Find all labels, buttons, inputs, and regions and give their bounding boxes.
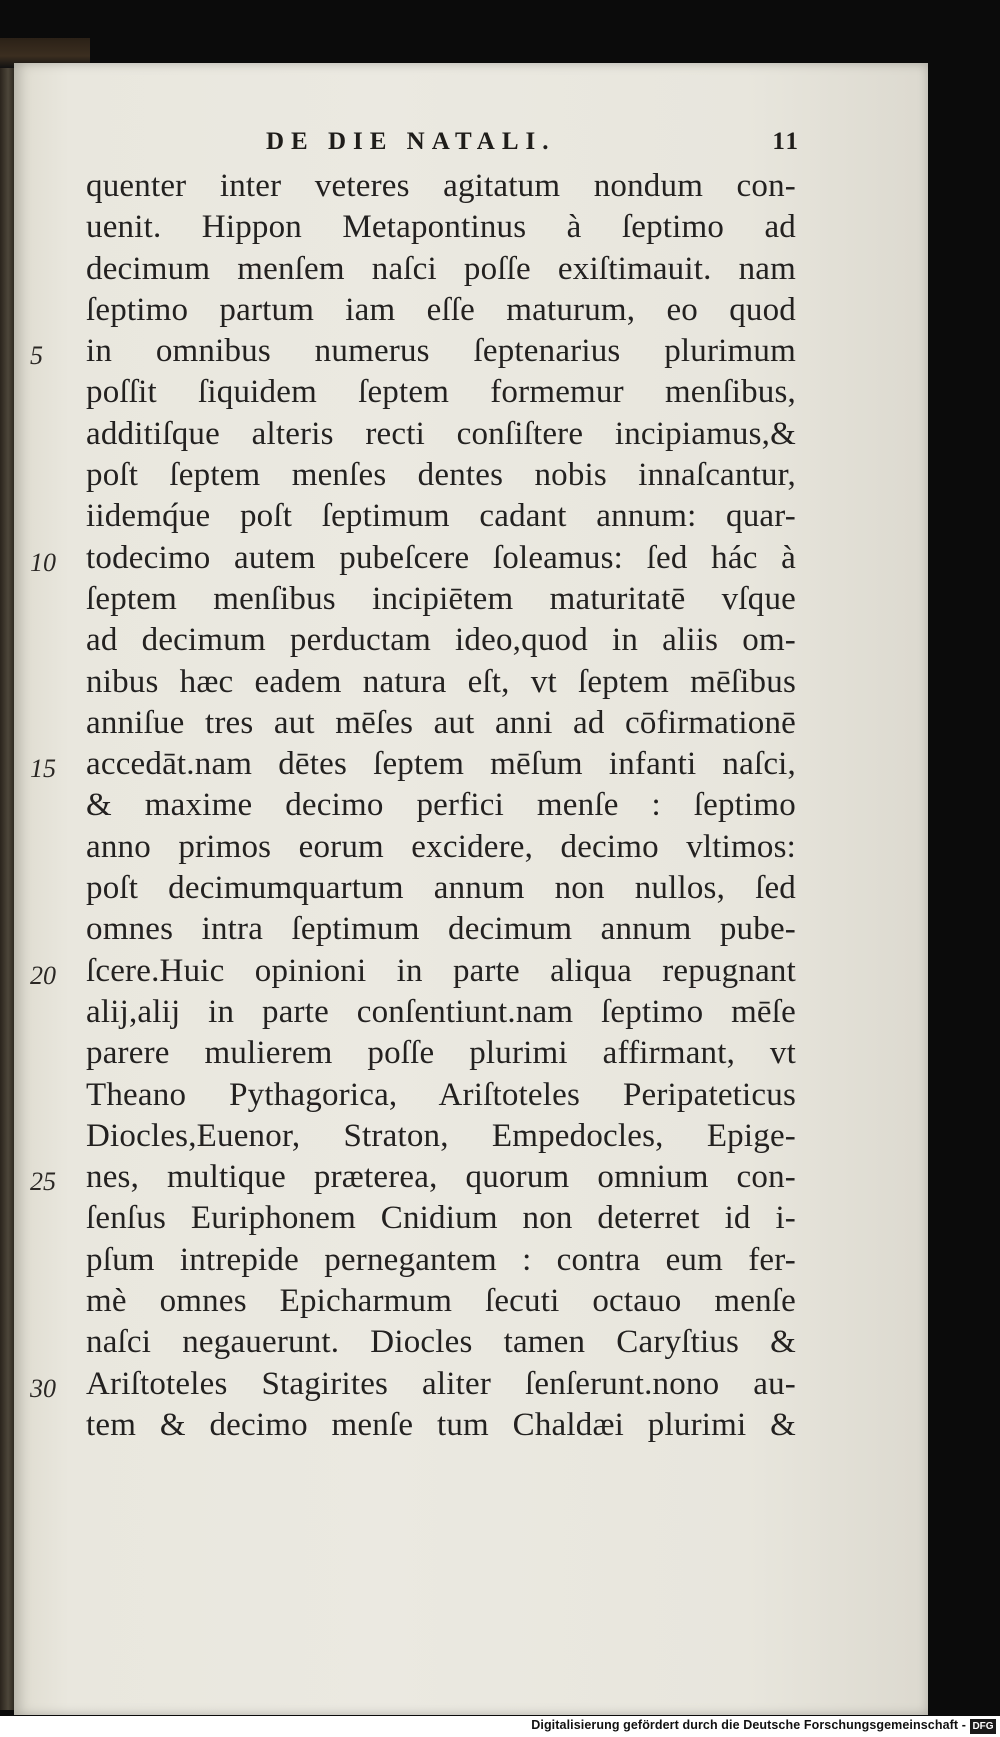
page-number: 11 bbox=[772, 128, 800, 155]
footer-bar bbox=[0, 1716, 1000, 1737]
text-line: mè omnes Epicharmum ſecuti octauo menſe bbox=[86, 1283, 796, 1320]
text-line: iidemq́ue poſt ſeptimum cadant annum: quar- bbox=[86, 498, 796, 535]
text-line: pſum intrepide pernegantem : contra eum fer- bbox=[86, 1241, 796, 1278]
text-line: nes, multique præterea, quorum omnium con- bbox=[86, 1159, 796, 1196]
text-line: poſſit ſiquidem ſeptem formemur menſibus, bbox=[86, 374, 796, 411]
text-line: Ariſtoteles Stagirites aliter ſenſerunt.nono au- bbox=[86, 1365, 796, 1402]
running-title: DE DIE NATALI. bbox=[266, 128, 556, 155]
text-line: naſci negauerunt. Diocles tamen Caryſtius & bbox=[86, 1324, 796, 1361]
dfg-logo: DFG bbox=[970, 1719, 996, 1734]
line-number: 5 bbox=[30, 341, 43, 371]
text-line: ſeptimo partum iam eſſe maturum, eo quod bbox=[86, 291, 796, 328]
body-text bbox=[86, 166, 796, 1446]
text-line: quenter inter veteres agitatum nondum con- bbox=[86, 168, 796, 204]
text-line: & maxime decimo perfici menſe : ſeptimo bbox=[86, 787, 796, 824]
text-line: ſenſus Euriphonem Cnidium non deterret id i- bbox=[86, 1200, 796, 1237]
line-number: 20 bbox=[30, 960, 56, 990]
text-line: nibus hæc eadem natura eſt, vt ſeptem mēſibus bbox=[86, 663, 796, 700]
running-head bbox=[86, 128, 816, 164]
text-line: omnes intra ſeptimum decimum annum pube- bbox=[86, 911, 796, 948]
text-line: ſeptem menſibus incipiētem maturitatē vſque bbox=[86, 580, 796, 617]
text-line: uenit. Hippon Metapontinus à ſeptimo ad bbox=[86, 209, 796, 246]
line-number: 25 bbox=[30, 1167, 56, 1197]
text-line: poſt decimumquartum annum non nullos, ſed bbox=[86, 870, 796, 907]
text-line: anniſue tres aut mēſes aut anni ad cōfirmationē bbox=[86, 704, 796, 741]
line-number: 30 bbox=[30, 1373, 56, 1403]
text-line: Theano Pythagorica, Ariſtoteles Peripateticus bbox=[86, 1076, 796, 1113]
text-line: ad decimum perductam ideo,quod in aliis om- bbox=[86, 622, 796, 659]
text-line: alij,alij in parte conſentiunt.nam ſeptimo mēſe bbox=[86, 993, 796, 1030]
line-number: 15 bbox=[30, 754, 56, 784]
text-line: poſt ſeptem menſes dentes nobis innaſcantur, bbox=[86, 457, 796, 494]
text-line: in omnibus numerus ſeptenarius plurimum bbox=[86, 333, 796, 370]
text-line: Diocles,Euenor, Straton, Empedocles, Epige- bbox=[86, 1117, 796, 1154]
text-line: parere mulierem poſſe plurimi affirmant, vt bbox=[86, 1035, 796, 1072]
text-line: decimum menſem naſci poſſe exiſtimauit. nam bbox=[86, 250, 796, 287]
text-line: anno primos eorum excidere, decimo vltimos: bbox=[86, 828, 796, 865]
text-line: accedāt.nam dētes ſeptem mēſum infanti naſci, bbox=[86, 746, 796, 783]
text-line: tem & decimo menſe tum Chaldæi plurimi & bbox=[86, 1406, 796, 1443]
text-line: additiſque alteris recti conſiſtere incipiamus,& bbox=[86, 415, 796, 452]
footer-credit: Digitalisierung gefördert durch die Deutsche Forschungsgemeinschaft - bbox=[531, 1718, 966, 1732]
text-line: ſcere.Huic opinioni in parte aliqua repugnant bbox=[86, 952, 796, 989]
text-line: todecimo autem pubeſcere ſoleamus: ſed hác à bbox=[86, 539, 796, 576]
line-number: 10 bbox=[30, 547, 56, 577]
